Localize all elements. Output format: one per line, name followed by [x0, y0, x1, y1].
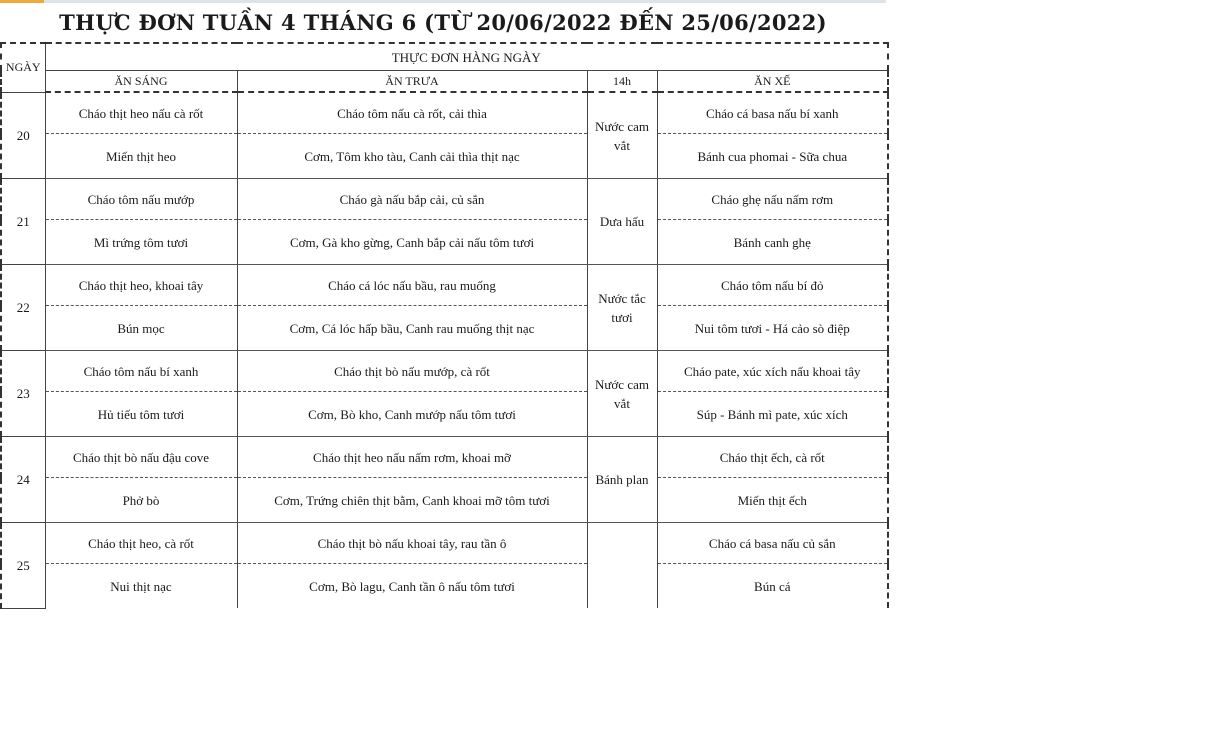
day-row — [1, 478, 888, 523]
breakfast-cell: Cháo thịt heo, cà rốt — [45, 523, 237, 564]
lunch-cell: Cơm, Cá lóc hấp bầu, Canh rau muống thịt nạc — [237, 306, 587, 351]
breakfast-cell: Cháo thịt bò nấu đậu cove — [45, 437, 237, 478]
afternoon-snack-cell: Nui tôm tươi - Há cảo sò điệp — [657, 306, 888, 351]
afternoon-snack-cell: Bánh cua phomai - Sữa chua — [657, 134, 888, 179]
afternoon-snack-cell: Cháo cá basa nấu củ sắn — [657, 523, 888, 564]
day-row — [1, 265, 888, 306]
day-row — [1, 306, 888, 351]
afternoon-snack-cell: Cháo pate, xúc xích nấu khoai tây — [657, 351, 888, 392]
lunch-cell: Cơm, Trứng chiên thịt bằm, Canh khoai mỡ tôm tươi — [237, 478, 587, 523]
page-title: THỰC ĐƠN TUẦN 4 THÁNG 6 (TỪ 20/06/2022 ĐẾN 25/06/2022) — [59, 10, 827, 35]
lunch-cell: Cháo gà nấu bắp cải, củ sắn — [237, 179, 587, 220]
day-row — [1, 351, 888, 392]
header-an-xe: ĂN XẾ — [657, 71, 888, 93]
header-row-1 — [1, 43, 888, 71]
day-number: 22 — [1, 265, 45, 351]
header-14h: 14h — [587, 71, 657, 93]
day-row — [1, 92, 888, 134]
day-row — [1, 523, 888, 564]
afternoon-snack-cell: Bún cá — [657, 564, 888, 609]
breakfast-cell: Bún mọc — [45, 306, 237, 351]
breakfast-cell: Nui thịt nạc — [45, 564, 237, 609]
day-number: 25 — [1, 523, 45, 609]
afternoon-snack-cell: Cháo tôm nấu bí đỏ — [657, 265, 888, 306]
snack-14h-cell: Bánh plan — [587, 437, 657, 523]
day-row — [1, 179, 888, 220]
header-an-trua: ĂN TRƯA — [237, 71, 587, 93]
day-number: 20 — [1, 92, 45, 179]
breakfast-cell: Hủ tiếu tôm tươi — [45, 392, 237, 437]
lunch-cell: Cháo thịt heo nấu nấm rơm, khoai mỡ — [237, 437, 587, 478]
snack-14h-cell: Nước cam vắt — [587, 351, 657, 437]
lunch-cell: Cơm, Gà kho gừng, Canh bắp cải nấu tôm tươi — [237, 220, 587, 265]
day-row — [1, 392, 888, 437]
day-row — [1, 220, 888, 265]
breakfast-cell: Miến thịt heo — [45, 134, 237, 179]
day-number: 24 — [1, 437, 45, 523]
lunch-cell: Cơm, Bò lagu, Canh tần ô nấu tôm tươi — [237, 564, 587, 609]
snack-14h-cell — [587, 523, 657, 609]
breakfast-cell: Cháo tôm nấu bí xanh — [45, 351, 237, 392]
breakfast-cell: Cháo thịt heo nấu cà rốt — [45, 92, 237, 134]
lunch-cell: Cơm, Bò kho, Canh mướp nấu tôm tươi — [237, 392, 587, 437]
lunch-cell: Cơm, Tôm kho tàu, Canh cải thìa thịt nạc — [237, 134, 587, 179]
day-number: 23 — [1, 351, 45, 437]
day-row — [1, 134, 888, 179]
breakfast-cell: Phở bò — [45, 478, 237, 523]
lunch-cell: Cháo thịt bò nấu mướp, cà rốt — [237, 351, 587, 392]
sheet-corner-strip — [0, 0, 44, 3]
snack-14h-cell: Nước tắc tươi — [587, 265, 657, 351]
header-group: THỰC ĐƠN HÀNG NGÀY — [45, 43, 888, 71]
afternoon-snack-cell: Bánh canh ghẹ — [657, 220, 888, 265]
header-an-sang: ĂN SÁNG — [45, 71, 237, 93]
menu-table — [0, 42, 889, 609]
afternoon-snack-cell: Cháo thịt ếch, cà rốt — [657, 437, 888, 478]
header-ngay: NGÀY — [1, 43, 45, 92]
afternoon-snack-cell: Cháo cá basa nấu bí xanh — [657, 92, 888, 134]
header-row-2 — [1, 71, 888, 93]
afternoon-snack-cell: Cháo ghẹ nấu nấm rơm — [657, 179, 888, 220]
day-row — [1, 564, 888, 609]
day-number: 21 — [1, 179, 45, 265]
column-header-strip — [44, 0, 886, 3]
snack-14h-cell: Dưa hấu — [587, 179, 657, 265]
afternoon-snack-cell: Súp - Bánh mì pate, xúc xích — [657, 392, 888, 437]
lunch-cell: Cháo thịt bò nấu khoai tây, rau tần ô — [237, 523, 587, 564]
breakfast-cell: Cháo thịt heo, khoai tây — [45, 265, 237, 306]
breakfast-cell: Mì trứng tôm tươi — [45, 220, 237, 265]
lunch-cell: Cháo tôm nấu cà rốt, cải thìa — [237, 92, 587, 134]
snack-14h-cell: Nước cam vắt — [587, 92, 657, 179]
lunch-cell: Cháo cá lóc nấu bầu, rau muống — [237, 265, 587, 306]
breakfast-cell: Cháo tôm nấu mướp — [45, 179, 237, 220]
day-row — [1, 437, 888, 478]
afternoon-snack-cell: Miến thịt ếch — [657, 478, 888, 523]
